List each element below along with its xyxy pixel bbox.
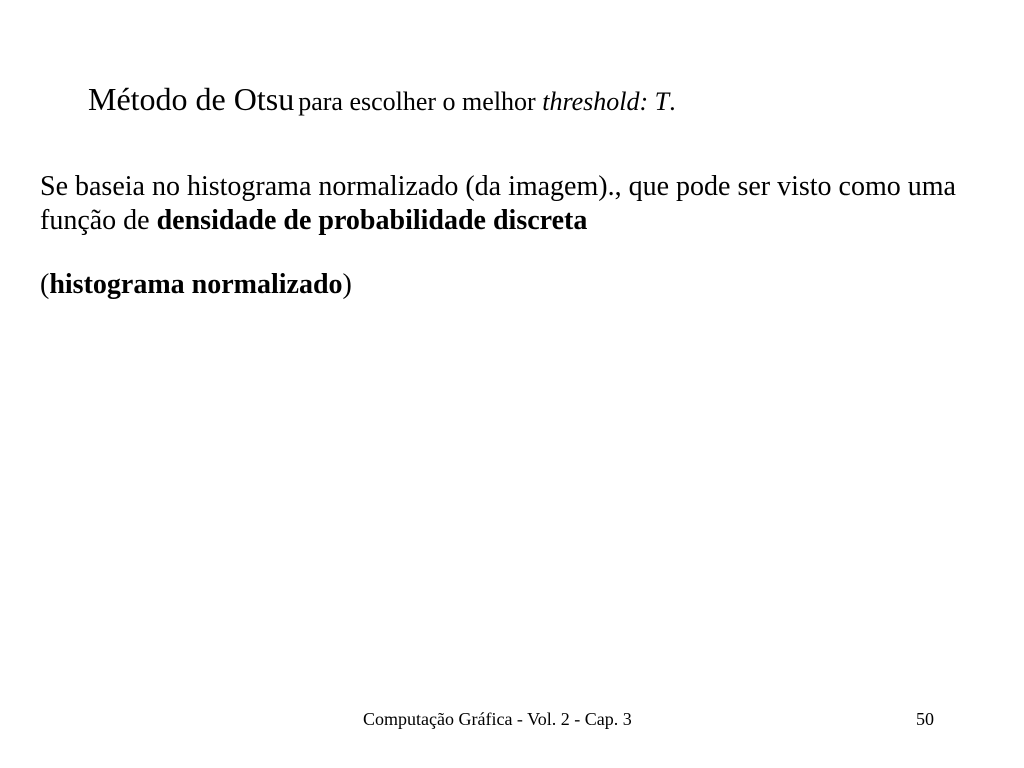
paragraph-2-bold: histograma normalizado (49, 269, 343, 300)
slide-body (40, 170, 1000, 302)
body-paragraph-2 (40, 268, 1000, 302)
title-main: Método de Otsu (88, 81, 295, 117)
title-sub-italic: threshold: T (542, 87, 670, 116)
footer-text: Computação Gráfica - Vol. 2 - Cap. 3 (363, 709, 632, 729)
body-paragraph-1 (40, 170, 1000, 238)
paragraph-1-bold: densidade de probabilidade discreta (156, 205, 588, 236)
title-sub-plain: para escolher o melhor (298, 87, 536, 116)
slide-title (88, 80, 676, 118)
title-sub (298, 87, 675, 116)
title-sub-end: . (669, 87, 676, 116)
page-number: 50 (916, 709, 934, 729)
paragraph-2-open: ( (40, 269, 50, 300)
paragraph-1-text: Se baseia no histograma normalizado (da imagem)., que pode ser visto como uma função de (40, 171, 956, 236)
paragraph-2-close: ) (342, 269, 352, 300)
